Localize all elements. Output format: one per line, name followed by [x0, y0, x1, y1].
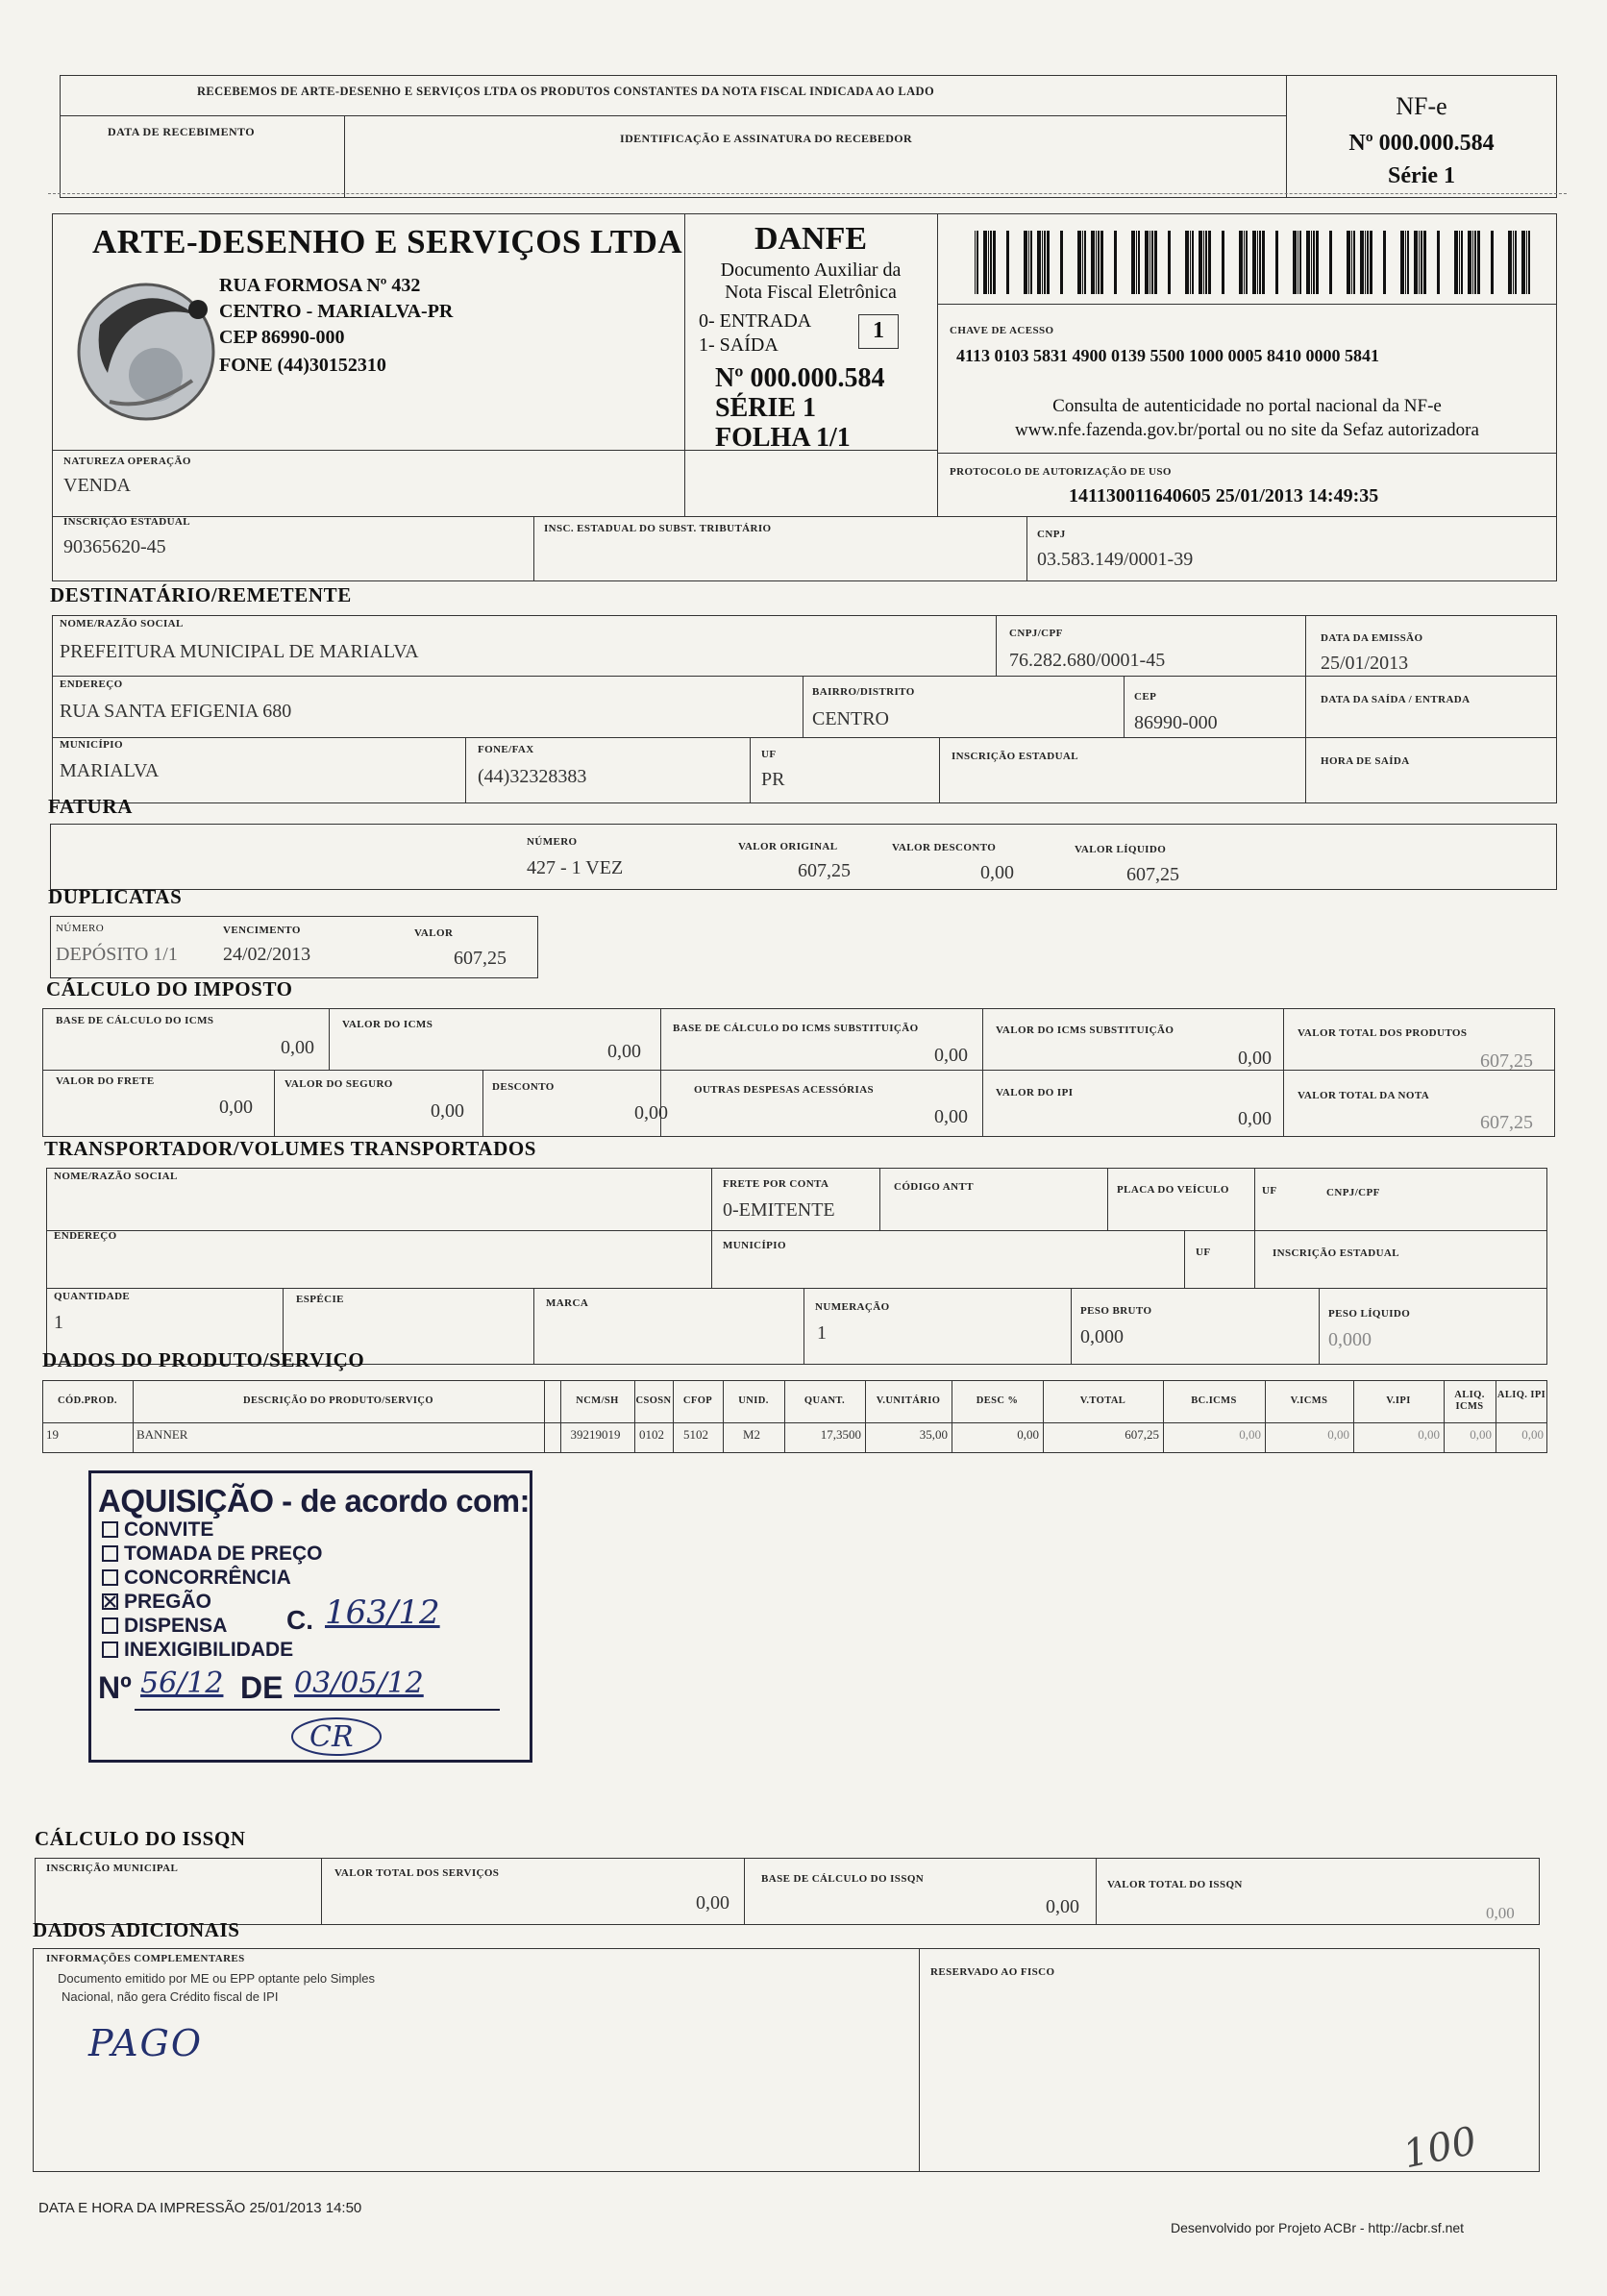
table-header-cell: BC.ICMS [1191, 1395, 1237, 1406]
table-header-cell: CFOP [682, 1395, 713, 1406]
products-section: DADOS DO PRODUTO/SERVIÇO [42, 1348, 365, 1371]
stamp-option-concorrencia: CONCORRÊNCIA [102, 1567, 291, 1590]
checkbox-convite [102, 1521, 118, 1538]
barcode-bar [1077, 231, 1081, 294]
recipient-address-label: ENDEREÇO [60, 679, 123, 690]
table-cell: M2 [742, 1427, 761, 1442]
duplicates-number-label: NÚMERO [56, 923, 105, 934]
stamp-title: AQUISIÇÃO - de acordo com: [98, 1483, 531, 1518]
duplicates-value-label: VALOR [414, 927, 454, 939]
barcode-bar [1131, 231, 1135, 294]
stamp-initials: CR [309, 1720, 354, 1754]
nature-label: NATUREZA OPERAÇÃO [63, 456, 191, 467]
stamp-date-value: 03/05/12 [294, 1666, 424, 1700]
recipient-ie-label: INSCRIÇÃO ESTADUAL [952, 751, 1078, 762]
stamp-c-prefix: C. [286, 1605, 313, 1635]
barcode-bar [1096, 231, 1097, 294]
barcode-bar [1461, 231, 1463, 294]
cnpj-value: 03.583.149/0001-39 [1037, 549, 1194, 570]
recipient-name: PREFEITURA MUNICIPAL DE MARIALVA [60, 641, 419, 662]
barcode-bar [1508, 231, 1512, 294]
table-header-cell: V.UNITÁRIO [876, 1395, 941, 1406]
issqn-total-label: VALOR TOTAL DO ISSQN [1107, 1879, 1243, 1890]
invoice-number: 427 - 1 VEZ [527, 857, 624, 878]
emitter-phone: FONE (44)30152310 [219, 355, 386, 376]
issqn-total: 0,00 [1486, 1904, 1515, 1922]
note-handwriting: 100 [1399, 2118, 1481, 2178]
danfe-title: DANFE [754, 221, 868, 257]
base-icms: 0,00 [281, 1037, 314, 1058]
barcode-bar [1367, 231, 1369, 294]
barcode-bar [1239, 231, 1243, 294]
barcode-bar [1037, 231, 1041, 294]
base-icms-label: BASE DE CÁLCULO DO ICMS [56, 1015, 214, 1026]
transport-section: TRANSPORTADOR/VOLUMES TRANSPORTADOS [44, 1137, 537, 1160]
cnpj-label: CNPJ [1037, 529, 1066, 540]
barcode-bar [1400, 231, 1404, 294]
other-expenses-label: OUTRAS DESPESAS ACESSÓRIAS [694, 1084, 875, 1096]
table-cell: 0,00 [1239, 1427, 1261, 1442]
access-key: 4113 0103 5831 4900 0139 5500 1000 0005 8410 0000 5841 [956, 346, 1380, 365]
carrier-ie-label: INSCRIÇÃO ESTADUAL [1273, 1247, 1399, 1259]
barcode-bar [1472, 231, 1473, 294]
barcode-bar [1084, 231, 1086, 294]
checkbox-dispensa [102, 1617, 118, 1634]
invoice-section: FATURA [48, 795, 133, 818]
barcode-bar [1528, 231, 1530, 294]
barcode-bar [1252, 231, 1256, 294]
checkbox-inexigibilidade [102, 1642, 118, 1658]
barcode-bar [975, 231, 976, 294]
barcode-bar [1136, 231, 1137, 294]
carrier-cnpj-label: CNPJ/CPF [1326, 1187, 1380, 1198]
invoice-original: 607,25 [798, 860, 851, 881]
barcode-bar [1454, 231, 1458, 294]
barcode-bar [1262, 231, 1265, 294]
barcode-bar [1098, 231, 1100, 294]
info-line-2: Nacional, não gera Crédito fiscal de IPI [62, 1989, 279, 2004]
emitter-address: RUA FORMOSA Nº 432 [219, 275, 421, 296]
danfe-subtitle1: Documento Auxiliar da [720, 259, 902, 281]
recipient-cnpj: 76.282.680/0001-45 [1009, 650, 1166, 671]
recipient-address: RUA SANTA EFIGENIA 680 [60, 701, 292, 722]
recipient-cep-label: CEP [1134, 691, 1157, 703]
table-column-divider [544, 1380, 545, 1453]
table-header-cell: V.TOTAL [1079, 1395, 1126, 1406]
carrier-uf-label: UF [1196, 1247, 1211, 1258]
danfe-type-box: 1 [858, 314, 899, 349]
barcode-bar [1329, 231, 1332, 294]
tax-section: CÁLCULO DO IMPOSTO [46, 977, 293, 1000]
barcode-bar [1311, 231, 1312, 294]
issqn-base-label: BASE DE CÁLCULO DO ISSQN [761, 1873, 925, 1885]
checkbox-tomada [102, 1545, 118, 1562]
barcode-bar [1513, 231, 1514, 294]
emitter-cep: CEP 86990-000 [219, 327, 345, 348]
barcode-bar [1060, 231, 1063, 294]
table-cell: 0,00 [1521, 1427, 1544, 1442]
table-header-cell: CÓD.PROD. [58, 1395, 117, 1406]
base-st-label: BASE DE CÁLCULO DO ICMS SUBSTITUIÇÃO [673, 1023, 919, 1034]
carrier-name-label: NOME/RAZÃO SOCIAL [54, 1171, 178, 1182]
barcode-bar [1244, 231, 1245, 294]
info-line-1: Documento emitido por ME ou EPP optante pelo Simples [58, 1971, 375, 1986]
receipt-series: Série 1 [1388, 163, 1455, 188]
consult-text-1: Consulta de autenticidade no portal nacional da NF-e [1052, 396, 1442, 416]
protocol-value: 141130011640605 25/01/2013 14:49:35 [1069, 485, 1379, 506]
table-cell: 0,00 [1418, 1427, 1440, 1442]
reserved-label: RESERVADO AO FISCO [930, 1966, 1055, 1978]
nature-value: VENDA [63, 475, 131, 496]
stamp-option-inexigibilidade: INEXIGIBILIDADE [102, 1639, 293, 1662]
stamp-option-dispensa: DISPENSA [102, 1615, 227, 1638]
duplicates-number: DEPÓSITO 1/1 [56, 944, 178, 965]
invoice-net: 607,25 [1126, 864, 1179, 885]
barcode-bar [977, 231, 978, 294]
table-cell: 607,25 [1125, 1427, 1159, 1442]
developer-credit: Desenvolvido por Projeto ACBr - http://acbr.sf.net [1171, 2220, 1465, 2235]
kind-label: ESPÉCIE [296, 1294, 344, 1305]
barcode-bar [1370, 231, 1372, 294]
icms-label: VALOR DO ICMS [342, 1019, 433, 1030]
barcode-bar [1316, 231, 1319, 294]
ie-st-label: INSC. ESTADUAL DO SUBST. TRIBUTÁRIO [544, 523, 772, 534]
municipal-ie-label: INSCRIÇÃO MUNICIPAL [46, 1863, 179, 1874]
table-cell: 35,00 [919, 1427, 948, 1442]
receipt-statement: RECEBEMOS DE ARTE-DESENHO E SERVIÇOS LTDA OS PRODUTOS CONSTANTES DA NOTA FISCAL INDICADA AO LADO [197, 85, 935, 98]
recipient-uf-label: UF [761, 749, 777, 760]
other-expenses: 0,00 [934, 1106, 968, 1127]
duplicates-due-label: VENCIMENTO [223, 925, 301, 936]
barcode-bar [1203, 231, 1204, 294]
quantity: 1 [54, 1312, 63, 1333]
table-header-cell: QUANT. [804, 1395, 846, 1406]
barcode-bar [1293, 231, 1297, 294]
insurance-label: VALOR DO SEGURO [284, 1078, 393, 1090]
barcode-bar [1360, 231, 1364, 294]
consult-text-2: www.nfe.fazenda.gov.br/portal ou no site da Sefaz autorizadora [1015, 420, 1479, 440]
ipi-label: VALOR DO IPI [996, 1087, 1074, 1099]
barcode-bar [1477, 231, 1480, 294]
barcode-bar [1407, 231, 1409, 294]
barcode-bar [1205, 231, 1207, 294]
icms: 0,00 [607, 1041, 641, 1062]
table-cell: 0,00 [1327, 1427, 1349, 1442]
invoice-discount: 0,00 [980, 862, 1014, 883]
issqn-section: CÁLCULO DO ISSQN [35, 1827, 246, 1850]
barcode-bar [1421, 231, 1422, 294]
quantity-label: QUANTIDADE [54, 1291, 131, 1302]
exit-date-label: DATA DA SAÍDA / ENTRADA [1321, 694, 1471, 705]
barcode-bar [1222, 231, 1224, 294]
receipt-number: Nº 000.000.584 [1348, 131, 1495, 156]
danfe-number: Nº 000.000.584 [715, 363, 885, 393]
barcode-bar [1491, 231, 1494, 294]
ie-label: INSCRIÇÃO ESTADUAL [63, 516, 190, 528]
recipient-district-label: BAIRRO/DISTRITO [812, 686, 915, 698]
ipi: 0,00 [1238, 1108, 1272, 1129]
barcode-bar [1405, 231, 1406, 294]
emitter-name: ARTE-DESENHO E SERVIÇOS LTDA [92, 223, 683, 260]
barcode-bar [1259, 231, 1261, 294]
barcode-bar [1145, 231, 1149, 294]
barcode-bar [1419, 231, 1420, 294]
barcode-bar [1437, 231, 1440, 294]
barcode-bar [1199, 231, 1202, 294]
recipient-cep: 86990-000 [1134, 712, 1218, 733]
barcode-bar [1114, 231, 1117, 294]
freight-mode: 0-EMITENTE [723, 1199, 835, 1221]
plate-uf-label: UF [1262, 1185, 1277, 1197]
transport-box [46, 1168, 1547, 1365]
recipient-cnpj-label: CNPJ/CPF [1009, 628, 1063, 639]
barcode-bar [1468, 231, 1471, 294]
checkbox-concorrencia [102, 1569, 118, 1586]
barcode-bar [1042, 231, 1043, 294]
carrier-address-label: ENDEREÇO [54, 1230, 117, 1242]
barcode-bar [1351, 231, 1352, 294]
additional-section: DADOS ADICIONAIS [33, 1918, 240, 1941]
barcode-bar [1190, 231, 1191, 294]
company-logo [71, 267, 225, 431]
net-weight-label: PESO LÍQUIDO [1328, 1308, 1411, 1320]
table-cell: 39219019 [570, 1427, 621, 1442]
services-label: VALOR TOTAL DOS SERVIÇOS [334, 1867, 500, 1879]
barcode-bar [1185, 231, 1189, 294]
products-total-label: VALOR TOTAL DOS PRODUTOS [1298, 1027, 1468, 1039]
table-cell: 19 [46, 1427, 59, 1442]
stamp-option-convite: CONVITE [102, 1518, 213, 1542]
barcode-bar [1082, 231, 1083, 294]
barcode-bar [1423, 231, 1426, 294]
note-total-label: VALOR TOTAL DA NOTA [1298, 1090, 1430, 1101]
tax-discount-label: DESCONTO [492, 1081, 555, 1093]
barcode-bar [1044, 231, 1046, 294]
issqn-box [35, 1858, 1540, 1925]
table-column-divider [133, 1380, 134, 1453]
ie-value: 90365620-45 [63, 536, 166, 557]
barcode-bar [1006, 231, 1009, 294]
gross-weight-label: PESO BRUTO [1080, 1305, 1152, 1317]
stamp-option-tomada: TOMADA DE PREÇO [102, 1543, 323, 1566]
receipt-signature-label: IDENTIFICAÇÃO E ASSINATURA DO RECEBEDOR [620, 132, 913, 145]
table-header-cell: ALIQ. ICMS [1454, 1390, 1485, 1412]
table-header-cell: ALIQ. IPI [1496, 1390, 1546, 1400]
numbering: 1 [817, 1322, 827, 1344]
danfe-series: SÉRIE 1 [715, 393, 817, 423]
exit-time-label: HORA DE SAÍDA [1321, 755, 1410, 767]
emitter-district: CENTRO - MARIALVA-PR [219, 301, 454, 322]
icms-st: 0,00 [1238, 1048, 1272, 1069]
table-header-cell: NCM/SH [576, 1395, 619, 1406]
table-cell: 0102 [639, 1427, 664, 1442]
carrier-city-label: MUNICÍPIO [723, 1240, 786, 1251]
barcode-bar [983, 231, 987, 294]
checkbox-pregao-checked-icon [102, 1593, 118, 1610]
barcode-bar [1414, 231, 1418, 294]
table-cell: BANNER [136, 1427, 188, 1442]
barcode-bar [1168, 231, 1171, 294]
barcode-bar [1208, 231, 1211, 294]
base-st: 0,00 [934, 1045, 968, 1066]
barcode-bar [993, 231, 996, 294]
danfe-saida: 1- SAÍDA [699, 334, 779, 356]
net-weight: 0,000 [1328, 1329, 1372, 1350]
issue-date: 25/01/2013 [1321, 653, 1409, 674]
print-datetime: DATA E HORA DA IMPRESSÃO 25/01/2013 14:50 [38, 2200, 362, 2216]
barcode-bar [1515, 231, 1517, 294]
table-cell: 0,00 [1470, 1427, 1492, 1442]
protocol-label: PROTOCOLO DE AUTORIZAÇÃO DE USO [950, 466, 1172, 478]
stamp-de: DE [240, 1670, 284, 1705]
barcode-bar [1474, 231, 1476, 294]
gross-weight: 0,000 [1080, 1326, 1124, 1347]
recipient-name-label: NOME/RAZÃO SOCIAL [60, 618, 184, 630]
note-total: 607,25 [1480, 1112, 1533, 1133]
table-header-cell: V.ICMS [1290, 1395, 1328, 1406]
barcode-bar [1246, 231, 1248, 294]
duplicates-section: DUPLICATAS [48, 885, 183, 908]
barcode-bar [1192, 231, 1194, 294]
table-header-cell: CSOSN [635, 1395, 672, 1406]
barcode-bar [1459, 231, 1460, 294]
barcode-bar [1151, 231, 1153, 294]
services-value: 0,00 [696, 1892, 729, 1913]
danfe-entrada: 0- ENTRADA [699, 310, 812, 332]
icms-st-label: VALOR DO ICMS SUBSTITUIÇÃO [996, 1025, 1174, 1036]
plate-label: PLACA DO VEÍCULO [1117, 1184, 1229, 1196]
stamp-option-pregao: PREGÃO [102, 1591, 211, 1614]
recipient-uf: PR [761, 769, 785, 790]
danfe-sheet: FOLHA 1/1 [715, 423, 851, 453]
barcode-bar [1100, 231, 1103, 294]
barcode-bar [1154, 231, 1157, 294]
invoice-discount-label: VALOR DESCONTO [892, 842, 997, 853]
recipient-city: MARIALVA [60, 760, 160, 781]
recipient-district: CENTRO [812, 708, 889, 729]
table-cell: 17,3500 [820, 1427, 861, 1442]
barcode-bar [1030, 231, 1032, 294]
barcode-bar [1365, 231, 1366, 294]
barcode-bar [1275, 231, 1278, 294]
barcode-bar [1299, 231, 1301, 294]
recipient-section: DESTINATÁRIO/REMETENTE [50, 583, 352, 606]
barcode-bar [1047, 231, 1050, 294]
barcode-bar [1313, 231, 1315, 294]
stamp-n-prefix: Nº [98, 1670, 132, 1705]
recipient-phone: (44)32328383 [478, 766, 587, 787]
barcode-bar [1353, 231, 1355, 294]
freight-label: VALOR DO FRETE [56, 1075, 155, 1087]
stamp-c-value: 163/12 [325, 1593, 440, 1632]
recipient-city-label: MUNICÍPIO [60, 739, 123, 751]
barcode-bar [1521, 231, 1525, 294]
receipt-date-label: DATA DE RECEBIMENTO [108, 125, 255, 138]
barcode-bar [990, 231, 992, 294]
freight-mode-label: FRETE POR CONTA [723, 1178, 829, 1190]
invoice-number-label: NÚMERO [527, 836, 578, 848]
freight: 0,00 [219, 1097, 253, 1118]
issue-date-label: DATA DA EMISSÃO [1321, 632, 1423, 644]
recipient-phone-label: FONE/FAX [478, 744, 534, 755]
numbering-label: NUMERAÇÃO [815, 1301, 890, 1313]
table-header-cell: DESC % [976, 1395, 1019, 1406]
barcode [975, 231, 1532, 294]
duplicates-due: 24/02/2013 [223, 944, 311, 965]
barcode-bar [1138, 231, 1140, 294]
receipt-nfe: NF-e [1396, 92, 1447, 120]
barcode-bar [1383, 231, 1386, 294]
products-total: 607,25 [1480, 1050, 1533, 1072]
antt-label: CÓDIGO ANTT [894, 1181, 974, 1193]
barcode-bar [1526, 231, 1527, 294]
table-cell: 5102 [683, 1427, 708, 1442]
brand-label: MARCA [546, 1297, 589, 1309]
danfe-subtitle2: Nota Fiscal Eletrônica [725, 282, 897, 303]
table-header-cell: DESCRIÇÃO DO PRODUTO/SERVIÇO [243, 1395, 433, 1406]
invoice-net-label: VALOR LÍQUIDO [1075, 844, 1167, 855]
barcode-bar [988, 231, 989, 294]
table-header-cell: V.IPI [1386, 1395, 1411, 1406]
barcode-bar [1024, 231, 1027, 294]
tax-discount: 0,00 [634, 1102, 668, 1123]
barcode-bar [1306, 231, 1310, 294]
table-header-cell: UNID. [738, 1395, 769, 1406]
table-cell: 0,00 [1017, 1427, 1039, 1442]
barcode-bar [1028, 231, 1029, 294]
access-key-label: CHAVE DE ACESSO [950, 325, 1054, 336]
barcode-bar [1257, 231, 1258, 294]
barcode-bar [1091, 231, 1095, 294]
info-label: INFORMAÇÕES COMPLEMENTARES [46, 1953, 245, 1964]
paid-handwriting: PAGO [88, 2022, 204, 2064]
stamp-n-value: 56/12 [140, 1666, 224, 1700]
initials-circle [288, 1716, 384, 1759]
barcode-bar [1347, 231, 1350, 294]
duplicates-value: 607,25 [454, 948, 507, 969]
invoice-original-label: VALOR ORIGINAL [738, 841, 838, 852]
issqn-base: 0,00 [1046, 1896, 1079, 1917]
insurance: 0,00 [431, 1100, 464, 1122]
